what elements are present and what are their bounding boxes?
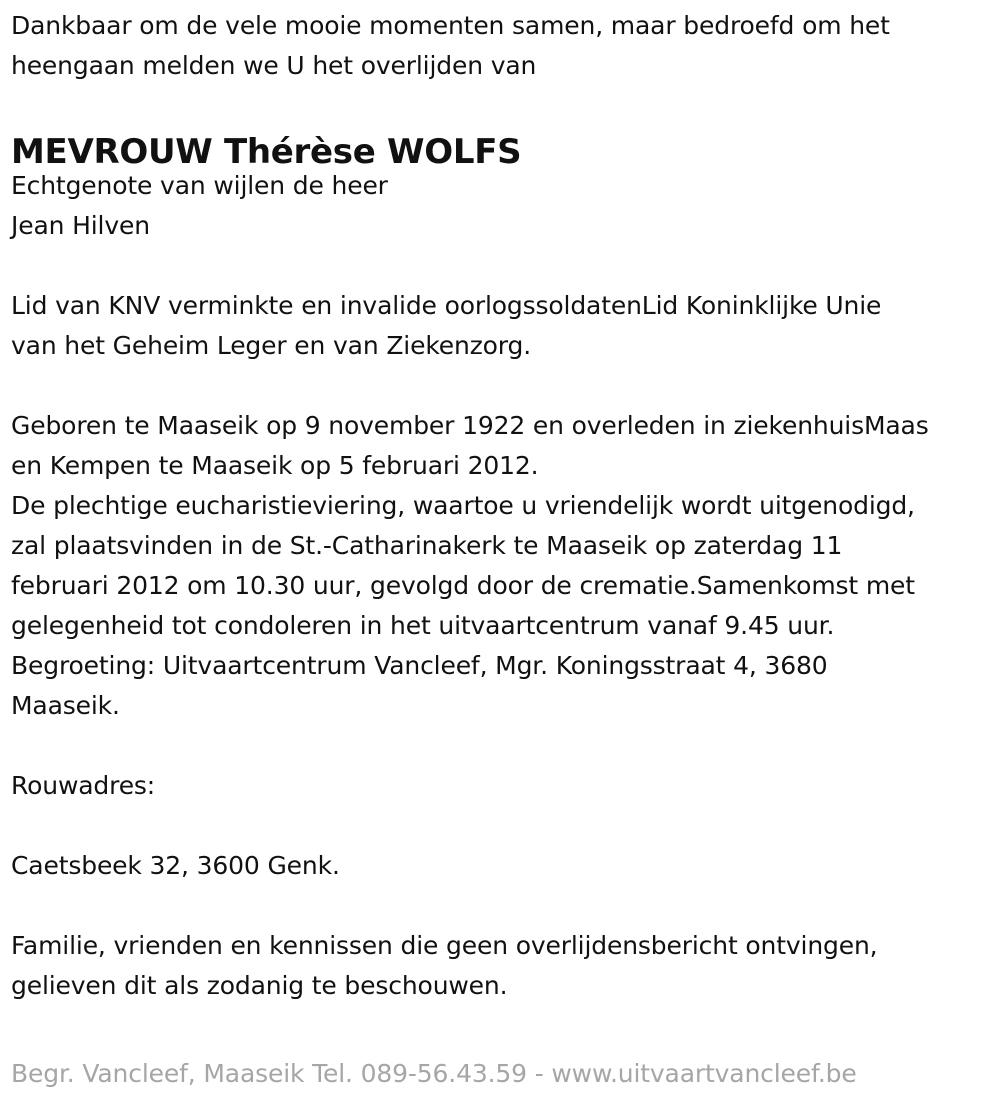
details-line: Geboren te Maaseik op 9 november 1922 en overleden in ziekenhuisMaas bbox=[11, 411, 929, 440]
spacer bbox=[11, 726, 991, 766]
funeral-home-footer: Begr. Vancleef, Maaseik Tel. 089-56.43.59 - www.uitvaartvancleef.be bbox=[11, 1059, 857, 1088]
mourning-address: Caetsbeek 32, 3600 Genk. bbox=[11, 851, 340, 880]
details-line: en Kempen te Maaseik op 5 februari 2012. bbox=[11, 451, 539, 480]
details-line: Begroeting: Uitvaartcentrum Vancleef, Mgr. Koningsstraat 4, 3680 bbox=[11, 651, 828, 680]
memberships bbox=[11, 286, 991, 366]
membership-line: Lid van KNV verminkte en invalide oorlogssoldatenLid Koninklijke Unie bbox=[11, 291, 882, 320]
membership-line: van het Geheim Leger en van Ziekenzorg. bbox=[11, 331, 532, 360]
details-line: zal plaatsvinden in de St.-Catharinakerk te Maaseik op zaterdag 11 bbox=[11, 531, 843, 560]
spouse-line: Echtgenote van wijlen de heer bbox=[11, 171, 388, 200]
intro-text bbox=[11, 6, 991, 86]
obituary-notice bbox=[11, 6, 991, 1006]
funeral-details bbox=[11, 406, 991, 726]
spacer bbox=[11, 806, 991, 846]
deceased-name: MEVROUW Thérèse WOLFS bbox=[11, 132, 522, 172]
intro-line: Dankbaar om de vele mooie momenten samen, maar bedroefd om het bbox=[11, 11, 890, 40]
closing-line: gelieven dit als zodanig te beschouwen. bbox=[11, 971, 508, 1000]
closing-line: Familie, vrienden en kennissen die geen overlijdensbericht ontvingen, bbox=[11, 931, 878, 960]
spouse-info bbox=[11, 166, 991, 246]
mourning-address-label: Rouwadres: bbox=[11, 771, 156, 800]
details-line: gelegenheid tot condoleren in het uitvaartcentrum vanaf 9.45 uur. bbox=[11, 611, 835, 640]
spouse-line: Jean Hilven bbox=[11, 211, 150, 240]
intro-line: heengaan melden we U het overlijden van bbox=[11, 51, 537, 80]
spacer bbox=[11, 246, 991, 286]
spacer bbox=[11, 366, 991, 406]
details-line: De plechtige eucharistieviering, waartoe u vriendelijk wordt uitgenodigd, bbox=[11, 491, 915, 520]
details-line: Maaseik. bbox=[11, 691, 120, 720]
spacer bbox=[11, 886, 991, 926]
details-line: februari 2012 om 10.30 uur, gevolgd door de crematie.Samenkomst met bbox=[11, 571, 915, 600]
closing-text bbox=[11, 926, 991, 1006]
